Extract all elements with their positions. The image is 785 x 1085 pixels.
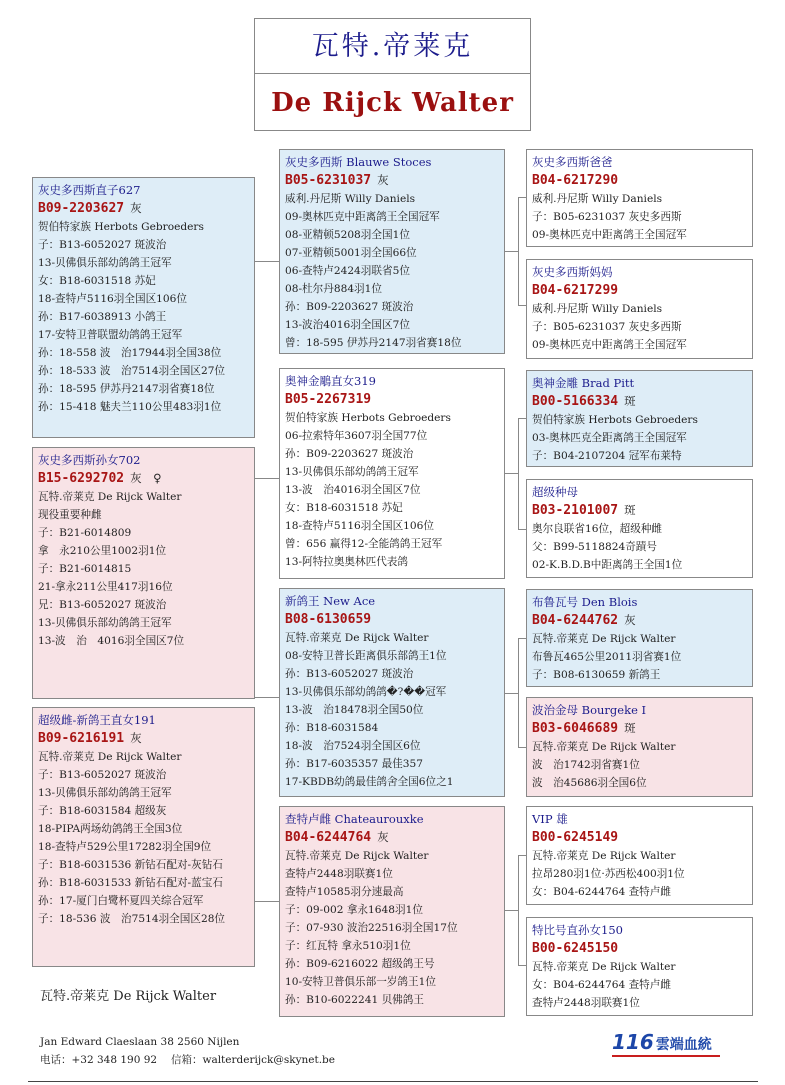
detail-line: 09-奥林匹克中距离鸽王全国冠军: [532, 229, 687, 241]
pigeon-details: [532, 300, 747, 354]
detail-line: 孙：15-418 魅夫兰110公里483羽1位: [38, 401, 222, 413]
detail-line: 子：红瓦特 拿永510羽1位: [285, 940, 411, 952]
detail-line: 子：B08-6130659 新鸽王: [532, 669, 661, 681]
detail-line: 18-查特卢5116羽全国区106位: [285, 520, 434, 532]
pigeon-details: [532, 630, 747, 684]
pigeon-details: [532, 411, 747, 465]
detail-line: 06-拉索特年3607羽全国77位: [285, 430, 428, 442]
detail-line: 子：B13-6052027 斑波治: [38, 769, 167, 781]
address-line: Jan Edward Claeslaan 38 2560 Nijlen: [40, 1036, 240, 1048]
connector-line: [518, 418, 526, 419]
connector-line: [518, 855, 526, 856]
pigeon-name: 布鲁瓦号 Den Blois: [532, 595, 638, 609]
pigeon-details: [532, 847, 747, 901]
detail-line: 瓦特.帝莱克 De Rijck Walter: [532, 633, 676, 645]
detail-line: 13-阿特拉奥奥林匹代表鸽: [285, 556, 408, 568]
detail-line: 孙：17-厦门白鹭杯夏四关综合冠军: [38, 895, 204, 907]
detail-line: 13-波 治18478羽全国50位: [285, 704, 424, 716]
ring-number: B00-5166334 斑: [532, 394, 636, 409]
detail-line: 09-奥林匹克中距离鸽王全国冠军: [532, 339, 687, 351]
connector-line: [254, 478, 280, 479]
pigeon-color: 灰: [624, 613, 636, 627]
pedigree-title-box: [254, 18, 531, 131]
detail-line: 子：18-536 波 治7514羽全国区28位: [38, 913, 226, 925]
connector-line: [518, 305, 526, 306]
connector-line: [518, 638, 526, 639]
pigeon-name: 灰史多西斯爸爸: [532, 155, 613, 169]
pigeon-card-vip: [526, 806, 753, 905]
detail-line: 13-波治4016羽全国区7位: [285, 319, 410, 331]
pigeon-card-brad-pitt: [526, 370, 753, 467]
detail-line: 孙：18-558 波 治17944羽全国38位: [38, 347, 222, 359]
pigeon-card-super-dam: [526, 479, 753, 578]
pigeon-card-dam: [279, 588, 505, 797]
pigeon-details: [532, 190, 747, 244]
pigeon-card-chateaurouxke: [279, 806, 505, 1017]
connector-line: [504, 693, 518, 694]
detail-line: 子：B18-6031584 超级灰: [38, 805, 167, 817]
detail-line: 威利.丹尼斯 Willy Daniels: [532, 193, 663, 205]
detail-line: 奥尔良联省16位，超级种雌: [532, 523, 663, 535]
detail-line: 子：B05-6231037 灰史多西斯: [532, 211, 682, 223]
ring-number: B00-6245149: [532, 830, 619, 845]
detail-line: 女：B04-6244764 查特卢雌: [532, 886, 671, 898]
detail-line: 现役重要种雌: [38, 509, 102, 521]
detail-line: 08-安特卫普长距离俱乐部鸽王1位: [285, 650, 447, 662]
pigeon-card-tebi: [526, 917, 753, 1016]
pigeon-card-sire-sire: [526, 149, 753, 247]
pigeon-name: 灰史多西斯直子627: [38, 183, 141, 197]
pigeon-details: [532, 738, 747, 792]
detail-line: 孙：18-533 波 治7514羽全国区27位: [38, 365, 226, 377]
detail-line: 瓦特.帝莱克 De Rijck Walter: [532, 961, 676, 973]
pigeon-name: 灰史多西斯 Blauwe Stoces: [285, 155, 432, 169]
detail-line: 孙：B13-6052027 斑波治: [285, 668, 414, 680]
connector-line: [518, 638, 519, 747]
connector-line: [518, 418, 519, 529]
ring-number: B00-6245150: [532, 941, 619, 956]
detail-line: 子：B05-6231037 灰史多西斯: [532, 321, 682, 333]
detail-line: 威利.丹尼斯 Willy Daniels: [285, 193, 416, 205]
detail-line: 贺伯特家族 Herbots Gebroeders: [285, 412, 451, 424]
detail-line: 子：B13-6052027 斑波治: [38, 239, 167, 251]
detail-line: 09-奥林匹克中距离鸽王全国冠军: [285, 211, 440, 223]
ring-number: B04-6217299: [532, 283, 619, 298]
pigeon-color: 灰: [130, 201, 142, 215]
pigeon-details: [38, 488, 249, 650]
detail-line: 孙：B10-6022241 贝佛鸽王: [285, 994, 424, 1006]
ring-number: B04-6244764 灰: [285, 830, 389, 845]
footer-rule: [28, 1081, 758, 1082]
detail-line: 瓦特.帝莱克 De Rijck Walter: [38, 751, 182, 763]
contact-line: 电话：+32 348 190 92 信箱：walterderijck@skynet.be: [40, 1054, 335, 1066]
pigeon-color: 灰: [377, 830, 389, 844]
pigeon-name: 灰史多西斯妈妈: [532, 265, 613, 279]
detail-line: 父：B99-5118824奇蹟号: [532, 541, 657, 553]
pigeon-details: [285, 629, 499, 791]
detail-line: 曾：656 赢得12-全能鸽鸽王冠军: [285, 538, 443, 550]
ring-number: B05-6231037 灰: [285, 173, 389, 188]
connector-line: [518, 197, 526, 198]
pigeon-details: [532, 958, 747, 1012]
detail-line: 女：B18-6031518 苏妃: [38, 275, 156, 287]
detail-line: 拉昂280羽1位·苏西松400羽1位: [532, 868, 685, 880]
detail-line: 07-亚精顿5001羽全国66位: [285, 247, 417, 259]
logo-underline: [612, 1055, 720, 1057]
owner-signature: 瓦特.帝莱克 De Rijck Walter: [40, 989, 217, 1004]
ring-number: B15-6292702 灰 ♀: [38, 471, 162, 486]
detail-line: 女：B04-6244764 查特卢雌: [532, 979, 671, 991]
pigeon-color: 灰 ♀: [130, 471, 162, 485]
detail-line: 孙：B17-6035357 最佳357: [285, 758, 423, 770]
detail-line: 13-波 治 4016羽全国区7位: [38, 635, 185, 647]
pigeon-details: [532, 520, 747, 574]
detail-line: 曾：18-595 伊苏丹2147羽省赛18位: [285, 337, 462, 349]
pigeon-card-sire: [279, 149, 505, 354]
connector-line: [254, 261, 280, 262]
detail-line: 08-杜尔丹884羽1位: [285, 283, 382, 295]
detail-line: 瓦特.帝莱克 De Rijck Walter: [285, 850, 429, 862]
detail-line: 02-K.B.D.B中距离鸽王全国1位: [532, 559, 683, 571]
detail-line: 孙：B09-2203627 斑波治: [285, 448, 414, 460]
connector-line: [518, 747, 526, 748]
detail-line: 女：B18-6031518 苏妃: [285, 502, 403, 514]
detail-line: 孙：B18-6031584: [285, 722, 379, 734]
detail-line: 孙：B17-6038913 小鸽王: [38, 311, 167, 323]
detail-line: 18-查特卢5116羽全国区106位: [38, 293, 187, 305]
pigeon-details: [38, 218, 249, 416]
connector-line: [504, 910, 518, 911]
pigeon-name: 特比号直孙女150: [532, 923, 623, 937]
detail-line: 兄：B13-6052027 斑波治: [38, 599, 167, 611]
connector-line: [504, 473, 518, 474]
pigeon-color: 斑: [624, 721, 636, 735]
site-logo[interactable]: [612, 1030, 712, 1054]
detail-line: 13-波 治4016羽全国区7位: [285, 484, 421, 496]
pigeon-details: [285, 847, 499, 1009]
detail-line: 拿 永210公里1002羽1位: [38, 545, 167, 557]
pigeon-details: [285, 190, 499, 352]
pigeon-name: 超级种母: [532, 485, 578, 499]
detail-line: 孙：B09-2203627 斑波治: [285, 301, 414, 313]
detail-line: 子：09-002 拿永1648羽1位: [285, 904, 423, 916]
detail-line: 波 治1742羽省赛1位: [532, 759, 640, 771]
detail-line: 贺伯特家族 Herbots Gebroeders: [38, 221, 204, 233]
detail-line: 孙：18-595 伊苏丹2147羽省赛18位: [38, 383, 215, 395]
pigeon-card-sire-dam: [526, 259, 753, 359]
detail-line: 波 治45686羽全国6位: [532, 777, 647, 789]
pigeon-color: 斑: [624, 503, 636, 517]
detail-line: 18-PIPA两场幼鸽鸽王全国3位: [38, 823, 183, 835]
detail-line: 10-安特卫普俱乐部一岁鸽王1位: [285, 976, 436, 988]
detail-line: 子：07-930 波治22516羽全国17位: [285, 922, 458, 934]
pigeon-details: [285, 409, 499, 571]
detail-line: 孙：B09-6216022 超级鸽王号: [285, 958, 435, 970]
ring-number: B04-6217290: [532, 173, 619, 188]
detail-line: 贺伯特家族 Herbots Gebroeders: [532, 414, 698, 426]
pigeon-color: 灰: [377, 173, 389, 187]
contact-block: [40, 1033, 335, 1069]
detail-line: 查特卢2448羽联赛1位: [285, 868, 393, 880]
detail-line: 子：B18-6031536 新钻石配对-灰钻石: [38, 859, 223, 871]
pigeon-name: 超级雌-新鸽王直女191: [38, 713, 156, 727]
connector-line: [518, 197, 519, 305]
pigeon-color: 斑: [624, 394, 636, 408]
detail-line: 查特卢2448羽联赛1位: [532, 997, 640, 1009]
pigeon-name: 新鸽王 New Ace: [285, 594, 376, 608]
detail-line: 13-贝佛俱乐部幼鸽鸽�?��冠军: [285, 686, 447, 698]
detail-line: 威利.丹尼斯 Willy Daniels: [532, 303, 663, 315]
ring-number: B05-2267319: [285, 392, 372, 407]
detail-line: 17-安特卫普联盟幼鸽鸽王冠军: [38, 329, 183, 341]
ring-number: B08-6130659: [285, 612, 372, 627]
detail-line: 17-KBDB幼鸽最佳鸽舍全国6位之1: [285, 776, 454, 788]
ring-number: B04-6244762 灰: [532, 613, 636, 628]
detail-line: 子：B21-6014809: [38, 527, 132, 539]
detail-line: 13-贝佛俱乐部幼鸽鸽王冠军: [285, 466, 419, 478]
detail-line: 布鲁瓦465公里2011羽省赛1位: [532, 651, 682, 663]
detail-line: 子：B21-6014815: [38, 563, 132, 575]
connector-line: [518, 965, 526, 966]
pigeon-card-sire-line-dam: [279, 368, 505, 579]
ring-number: B03-6046689 斑: [532, 721, 636, 736]
owner-name-chinese: 瓦特.帝莱克: [255, 19, 530, 74]
detail-line: 18-波 治7524羽全国区6位: [285, 740, 421, 752]
pigeon-name: VIP 雄: [532, 812, 568, 826]
connector-line: [518, 529, 526, 530]
detail-line: 08-亚精顿5208羽全国1位: [285, 229, 410, 241]
detail-line: 18-查特卢529公里17282羽全国9位: [38, 841, 212, 853]
detail-line: 瓦特.帝莱克 De Rijck Walter: [38, 491, 182, 503]
pigeon-color: 灰: [130, 731, 142, 745]
owner-name-english: De Rijck Walter: [271, 88, 514, 118]
pigeon-name: 奥神金鵰直女319: [285, 374, 376, 388]
ring-number: B09-6216191 灰: [38, 731, 142, 746]
connector-line: [254, 697, 280, 698]
detail-line: 13-贝佛俱乐部幼鸽鸽王冠军: [38, 787, 172, 799]
detail-line: 03-奥林匹克全距离鸽王全国冠军: [532, 432, 687, 444]
detail-line: 13-贝佛俱乐部幼鸽鸽王冠军: [38, 257, 172, 269]
connector-line: [504, 251, 518, 252]
ring-number: B03-2101007 斑: [532, 503, 636, 518]
pigeon-name: 查特卢雌 Chateaurouxke: [285, 812, 424, 826]
pigeon-card-den-blois: [526, 589, 753, 687]
pigeon-name: 灰史多西斯孙女702: [38, 453, 141, 467]
pigeon-card-subject-2: [32, 447, 255, 699]
pigeon-details: [38, 748, 249, 928]
detail-line: 瓦特.帝莱克 De Rijck Walter: [532, 741, 676, 753]
detail-line: 瓦特.帝莱克 De Rijck Walter: [532, 850, 676, 862]
pigeon-card-bourgeke: [526, 697, 753, 797]
detail-line: 13-贝佛俱乐部幼鸽鸽王冠军: [38, 617, 172, 629]
detail-line: 查特卢10585羽分速最高: [285, 886, 404, 898]
logo-text: 雲端血統: [655, 1037, 712, 1053]
detail-line: 21-拿永211公里417羽16位: [38, 581, 173, 593]
detail-line: 瓦特.帝莱克 De Rijck Walter: [285, 632, 429, 644]
detail-line: 06-查特卢2424羽联省5位: [285, 265, 410, 277]
pigeon-card-subject-1: [32, 177, 255, 438]
connector-line: [254, 901, 280, 902]
pigeon-card-subject-3: [32, 707, 255, 967]
connector-line: [518, 855, 519, 965]
detail-line: 子：B04-2107204 冠军布莱特: [532, 450, 682, 462]
pigeon-name: 奥神金雕 Brad Pitt: [532, 376, 635, 390]
ring-number: B09-2203627 灰: [38, 201, 142, 216]
detail-line: 孙：B18-6031533 新钻石配对-蓝宝石: [38, 877, 223, 889]
logo-number: 116: [612, 1030, 654, 1054]
pigeon-name: 波治金母 Bourgeke I: [532, 703, 647, 717]
